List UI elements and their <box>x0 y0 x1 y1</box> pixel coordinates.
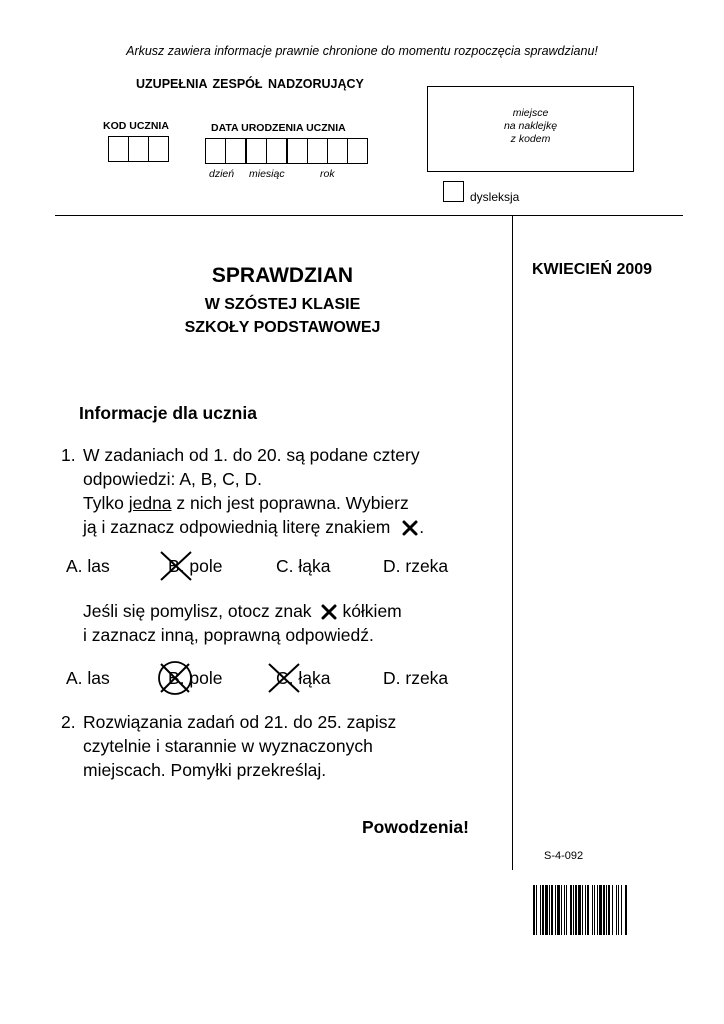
barcode-bar <box>599 885 602 935</box>
barcode-bar <box>612 885 613 935</box>
horizontal-divider <box>55 215 683 216</box>
barcode-bar <box>618 885 619 935</box>
barcode-bar <box>603 885 605 935</box>
date-month-label: miesiąc <box>249 168 285 180</box>
barcode-bar <box>616 885 617 935</box>
period: . <box>419 517 425 537</box>
x-mark-icon <box>401 519 419 537</box>
dyslexia-checkbox[interactable] <box>443 181 464 202</box>
instruction-line: W zadaniach od 1. do 20. są podane cztery <box>83 445 420 465</box>
legal-notice: Arkusz zawiera informacje prawnie chronione do momentu rozpoczęcia sprawdzianu! <box>126 44 598 58</box>
date-box <box>246 138 267 164</box>
instruction-1 <box>83 443 424 539</box>
barcode-bar <box>582 885 583 935</box>
code-box <box>128 136 149 162</box>
sticker-text-line: z kodem <box>510 133 551 145</box>
barcode-bar <box>570 885 572 935</box>
code-sticker-box <box>427 86 634 172</box>
birth-date-label: DATA URODZENIA UCZNIA <box>211 122 346 134</box>
text: z nich jest poprawna. Wybierz <box>171 493 409 513</box>
instruction-1-number: 1. <box>61 445 76 465</box>
answer-b: B. pole <box>168 556 223 576</box>
barcode-bar <box>597 885 598 935</box>
date-year-label: rok <box>320 168 335 180</box>
date-box <box>347 138 368 164</box>
barcode-bar <box>564 885 565 935</box>
good-luck-text: Powodzenia! <box>362 817 469 837</box>
instruction-2 <box>83 710 396 782</box>
proctor-heading: UZUPEŁNIA ZESPÓŁ NADZORUJĄCY <box>136 77 364 91</box>
barcode-bar <box>587 885 589 935</box>
text: ją i zaznacz odpowiednią literę znakiem <box>83 517 391 537</box>
barcode <box>533 885 695 935</box>
exam-subtitle-line: SZKOŁY PODSTAWOWEJ <box>184 319 381 336</box>
barcode-bar <box>549 885 550 935</box>
barcode-bar <box>566 885 567 935</box>
exam-subtitle <box>55 293 510 339</box>
student-code-label: KOD UCZNIA <box>103 120 169 132</box>
code-box <box>108 136 129 162</box>
vertical-divider <box>512 215 513 870</box>
form-code: S-4-092 <box>544 850 584 862</box>
exam-subtitle-line: W SZÓSTEJ KLASIE <box>204 296 361 313</box>
barcode-bar <box>540 885 541 935</box>
mistake-instruction <box>83 599 402 647</box>
cross-mark-icon <box>266 661 302 695</box>
text: kółkiem <box>342 601 402 621</box>
instruction-2-number: 2. <box>61 712 76 732</box>
barcode-bar <box>542 885 544 935</box>
text: Tylko <box>83 493 129 513</box>
barcode-bar <box>551 885 553 935</box>
answer-c: C. łąka <box>276 668 331 688</box>
barcode-bar <box>536 885 537 935</box>
date-box <box>287 138 308 164</box>
instruction-line: i zaznacz inną, poprawną odpowiedź. <box>83 625 374 645</box>
barcode-bar <box>561 885 562 935</box>
date-box <box>307 138 328 164</box>
barcode-bar <box>578 885 581 935</box>
sticker-text-line: na naklejkę <box>503 120 558 132</box>
instruction-line <box>83 515 424 539</box>
sticker-text-line: miejsce <box>512 107 549 119</box>
answer-a: A. las <box>66 556 110 576</box>
barcode-bar <box>533 885 535 935</box>
barcode-bar <box>573 885 574 935</box>
barcode-bar <box>545 885 548 935</box>
code-box <box>148 136 169 162</box>
underlined-word: jedna <box>128 493 172 513</box>
circled-cross-icon <box>155 659 195 697</box>
info-heading: Informacje dla ucznia <box>79 403 257 423</box>
instruction-line: Rozwiązania zadań od 21. do 25. zapisz <box>83 712 397 732</box>
instruction-line: miejscach. Pomyłki przekreślaj. <box>83 760 327 780</box>
date-box <box>266 138 288 164</box>
example-answers-2 <box>0 668 512 698</box>
barcode-bar <box>608 885 610 935</box>
barcode-bar <box>621 885 622 935</box>
x-mark-icon <box>320 603 338 621</box>
example-answers-1 <box>0 556 512 586</box>
instruction-line <box>83 491 424 515</box>
answer-d: D. rzeka <box>383 556 449 576</box>
barcode-bar <box>592 885 593 935</box>
birth-date-boxes <box>206 138 368 164</box>
instruction-line: odpowiedzi: A, B, C, D. <box>83 469 262 489</box>
student-code-boxes <box>109 136 169 162</box>
instruction-line: czytelnie i starannie w wyznaczonych <box>83 736 373 756</box>
barcode-bar <box>555 885 556 935</box>
instruction-line <box>83 599 402 623</box>
date-day-label: dzień <box>209 168 235 180</box>
barcode-bar <box>575 885 577 935</box>
date-box <box>327 138 348 164</box>
exam-title: SPRAWDZIAN <box>211 264 354 287</box>
cross-mark-icon <box>158 549 194 583</box>
answer-b: B. pole <box>168 668 223 688</box>
barcode-bar <box>585 885 586 935</box>
text: Jeśli się pomylisz, otocz znak <box>83 601 312 621</box>
answer-c: C. łąka <box>276 556 331 576</box>
date-box <box>225 138 247 164</box>
barcode-bar <box>606 885 607 935</box>
barcode-bar <box>625 885 627 935</box>
answer-d: D. rzeka <box>383 668 449 688</box>
answer-a: A. las <box>66 668 110 688</box>
barcode-bar <box>557 885 560 935</box>
barcode-bar <box>594 885 595 935</box>
date-box <box>205 138 226 164</box>
exam-date: KWIECIEŃ 2009 <box>532 261 653 278</box>
dyslexia-label: dysleksja <box>470 190 520 204</box>
